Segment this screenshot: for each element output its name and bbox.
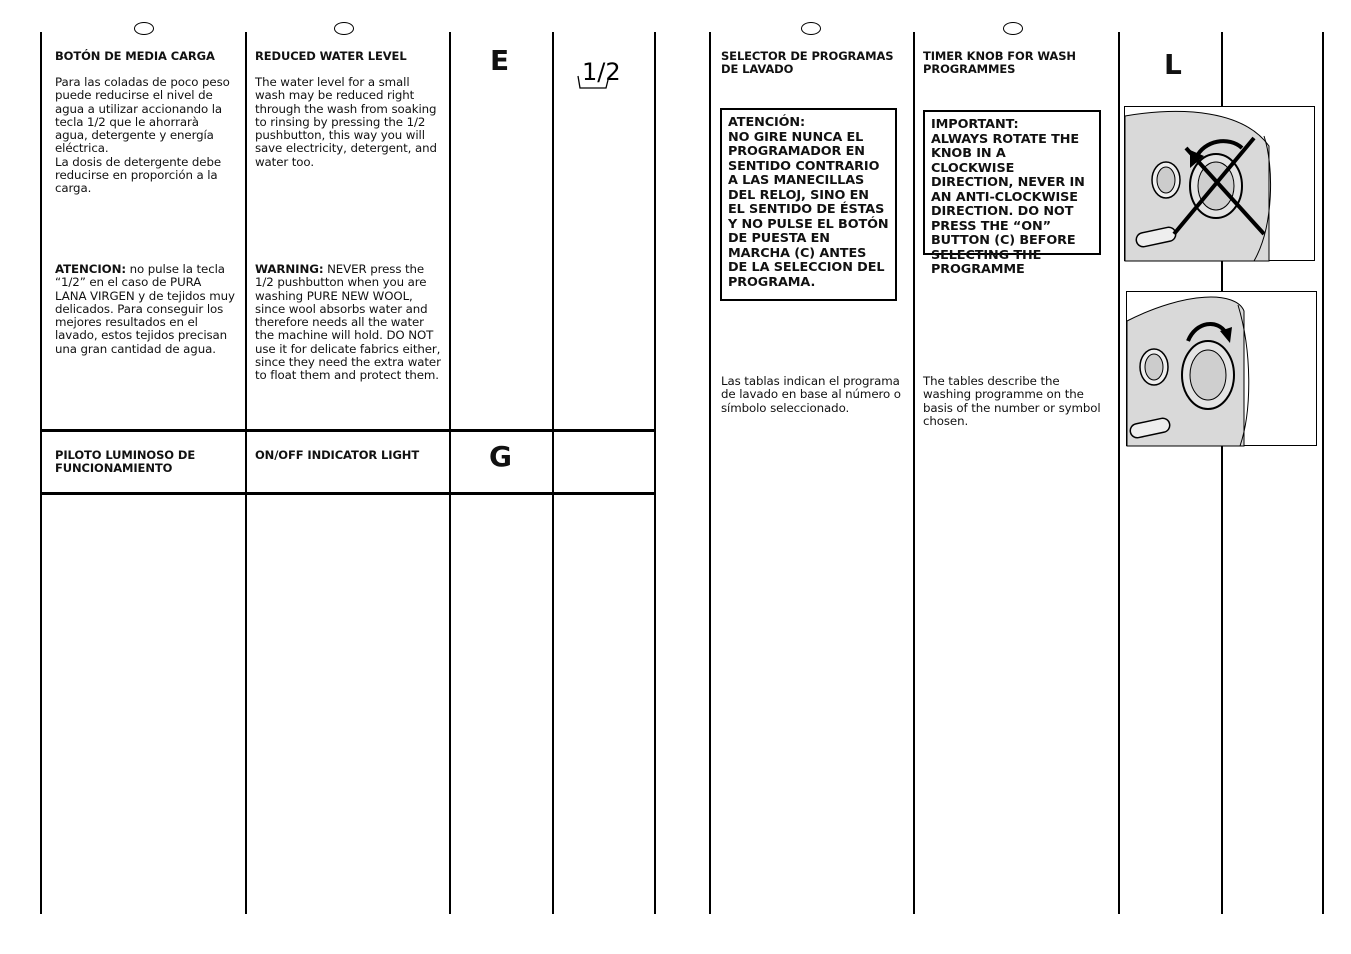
language-flag-icon bbox=[801, 22, 821, 35]
section-divider bbox=[40, 492, 656, 495]
paragraph: The water level for a small wash may be reduced right through the wash from soaking to rinsing by pressing the 1/2 pushbutton, this way you will save electricity, detergent, and water too. bbox=[255, 75, 437, 169]
text-tablas: Las tablas indican el programa de lavado en base al número o símbolo seleccionado. bbox=[721, 374, 901, 415]
knob-wrong-direction-icon bbox=[1124, 106, 1316, 266]
reference-letter-g: G bbox=[489, 440, 512, 473]
paragraph: La dosis de detergente debe reducirse en proporción a la carga. bbox=[55, 154, 221, 196]
rule bbox=[40, 32, 42, 914]
text-tables: The tables describe the washing programme on the basis of the number or symbol chosen. bbox=[923, 374, 1101, 428]
language-flag-icon bbox=[334, 22, 354, 35]
language-flag-icon bbox=[1003, 22, 1023, 35]
warning-label: WARNING: bbox=[255, 262, 324, 276]
rule bbox=[1118, 32, 1120, 914]
heading-indicator-light: ON/OFF INDICATOR LIGHT bbox=[255, 448, 420, 462]
rule bbox=[449, 32, 451, 914]
heading-selector-programas: SELECTOR DE PROGRAMAS DE LAVADO bbox=[721, 49, 894, 76]
warning-box-en: IMPORTANT: ALWAYS ROTATE THE KNOB IN A CLOCKWISE DIRECTION, NEVER IN AN ANTI-CLOCKWISE DIRECTION. DO NOT PRESS THE “ON” BUTTON (C) BEFORE SELECTING THE PROGRAMME bbox=[923, 110, 1101, 255]
rule bbox=[552, 32, 554, 914]
reference-letter-l: L bbox=[1164, 48, 1182, 81]
half-load-symbol-icon bbox=[576, 54, 621, 96]
paragraph: Para las coladas de poco peso puede reducirse el nivel de agua a utilizar accionando la tecla 1/2 que le ahorrarà agua, detergente y energía eléctrica. bbox=[55, 75, 230, 156]
knob-clockwise-icon bbox=[1126, 291, 1318, 451]
reference-letter-e: E bbox=[490, 44, 510, 77]
warning-text: no pulse la tecla “1/2” en el caso de PURA LANA VIRGEN y de tejidos muy delicados. Para conseguir los mejores resultados en el lavado, estos tejidos precisan una gran cantidad de agua. bbox=[55, 262, 235, 356]
text-media-carga bbox=[55, 76, 235, 196]
half-load-symbol-text: 1/2 bbox=[582, 58, 621, 86]
section-divider bbox=[40, 429, 656, 432]
rule bbox=[1322, 32, 1324, 914]
warning-atencion bbox=[55, 263, 235, 356]
rule bbox=[245, 32, 247, 914]
heading-piloto: PILOTO LUMINOSO DE FUNCIONAMIENTO bbox=[55, 448, 196, 475]
warning-label: ATENCION: bbox=[55, 262, 126, 276]
heading-timer-knob: TIMER KNOB FOR WASH PROGRAMMES bbox=[923, 49, 1076, 76]
rule bbox=[709, 32, 711, 914]
language-flag-icon bbox=[134, 22, 154, 35]
warning-english bbox=[255, 263, 441, 383]
text-reduced-water bbox=[255, 76, 439, 169]
heading-reduced-water: REDUCED WATER LEVEL bbox=[255, 49, 407, 63]
warning-box-es: ATENCIÓN: NO GIRE NUNCA EL PROGRAMADOR EN SENTIDO CONTRARIO A LAS MANECILLAS DEL RELOJ, SINO EN EL SENTIDO DE ÉSTAS Y NO PULSE EL BOTÓN DE PUESTA EN MARCHA (C) ANTES DE LA SELECCION DEL PROGRAMA. bbox=[720, 108, 897, 301]
warning-text: NEVER press the 1/2 pushbutton when you are washing PURE NEW WOOL, since wool absorbs water and therefore needs all the water the machine will hold. DO NOT use it for delicate fabrics either, since they need the extra water to float them and protect them. bbox=[255, 262, 441, 383]
rule bbox=[654, 32, 656, 914]
rule bbox=[913, 32, 915, 914]
heading-media-carga: BOTÓN DE MEDIA CARGA bbox=[55, 49, 215, 63]
